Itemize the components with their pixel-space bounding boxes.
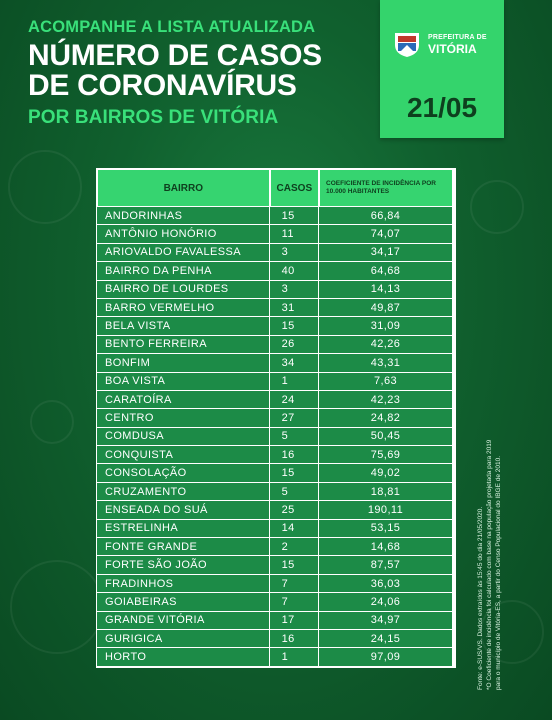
cell-casos: 7: [270, 593, 319, 611]
table-row: [97, 336, 453, 354]
cell-bairro: ARIOVALDO FAVALESSA: [97, 244, 270, 262]
cell-bairro: BOA VISTA: [97, 373, 270, 391]
cell-bairro: GURIGICA: [97, 630, 270, 648]
cell-coef: 14,13: [319, 281, 453, 299]
table-row: [97, 262, 453, 280]
table-row: [97, 409, 453, 427]
cell-bairro: BARRO VERMELHO: [97, 299, 270, 317]
table-row: [97, 538, 453, 556]
cell-coef: 36,03: [319, 575, 453, 593]
table-row: [97, 446, 453, 464]
table-row: [97, 556, 453, 574]
cell-casos: 3: [270, 244, 319, 262]
cell-casos: 25: [270, 501, 319, 519]
page-title: [28, 41, 368, 101]
cell-coef: 66,84: [319, 207, 453, 225]
cell-casos: 40: [270, 262, 319, 280]
cell-bairro: CONSOLAÇÃO: [97, 464, 270, 482]
footnote-line-1: Fonte: e-SUS/VS. Dados extraídos às 15:45 do dia 21/05/2020.: [477, 506, 484, 690]
footnote-line-3: para o município de Vitória-ES, a partir do Censo Populacional do IBGE de 2010.: [495, 455, 502, 690]
cell-casos: 5: [270, 483, 319, 501]
cell-coef: 14,68: [319, 538, 453, 556]
cell-coef: 24,82: [319, 409, 453, 427]
cell-bairro: HORTO: [97, 648, 270, 666]
title-line-1: NÚMERO DE CASOS: [28, 39, 322, 72]
cell-casos: 11: [270, 225, 319, 243]
table-row: [97, 648, 453, 666]
table-row: [97, 428, 453, 446]
cell-casos: 31: [270, 299, 319, 317]
cell-bairro: BONFIM: [97, 354, 270, 372]
table-row: [97, 373, 453, 391]
title-line-2: DE CORONAVÍRUS: [28, 69, 297, 102]
cell-casos: 26: [270, 336, 319, 354]
virus-decoration: [470, 180, 524, 234]
cell-bairro: GRANDE VITÓRIA: [97, 612, 270, 630]
cell-coef: 7,63: [319, 373, 453, 391]
table-row: [97, 630, 453, 648]
cell-coef: 64,68: [319, 262, 453, 280]
table-header-row: [97, 169, 453, 207]
cell-casos: 1: [270, 373, 319, 391]
cell-coef: 49,02: [319, 464, 453, 482]
cell-coef: 34,17: [319, 244, 453, 262]
cell-casos: 15: [270, 207, 319, 225]
cell-coef: 42,23: [319, 391, 453, 409]
cell-coef: 49,87: [319, 299, 453, 317]
cell-casos: 2: [270, 538, 319, 556]
logo-line-1: PREFEITURA DE: [428, 33, 487, 41]
cell-bairro: BELA VISTA: [97, 317, 270, 335]
cell-coef: 97,09: [319, 648, 453, 666]
cell-bairro: CENTRO: [97, 409, 270, 427]
cell-coef: 74,07: [319, 225, 453, 243]
cell-casos: 27: [270, 409, 319, 427]
page-subtitle: POR BAIRROS DE VITÓRIA: [28, 107, 279, 128]
cell-bairro: FRADINHOS: [97, 575, 270, 593]
column-header-casos: CASOS: [270, 169, 319, 207]
cell-bairro: CARATOÍRA: [97, 391, 270, 409]
logo-line-2: VITÓRIA: [428, 41, 477, 56]
table-row: [97, 281, 453, 299]
cell-bairro: CRUZAMENTO: [97, 483, 270, 501]
date-badge: [380, 0, 504, 138]
cell-coef: 31,09: [319, 317, 453, 335]
cell-bairro: BAIRRO DA PENHA: [97, 262, 270, 280]
cell-casos: 24: [270, 391, 319, 409]
cell-casos: 15: [270, 317, 319, 335]
cell-casos: 15: [270, 556, 319, 574]
cell-coef: 75,69: [319, 446, 453, 464]
cell-coef: 43,31: [319, 354, 453, 372]
cell-bairro: ANTÔNIO HONÓRIO: [97, 225, 270, 243]
cell-coef: 42,26: [319, 336, 453, 354]
column-header-bairro: BAIRRO: [97, 169, 270, 207]
cell-casos: 14: [270, 520, 319, 538]
table-row: [97, 501, 453, 519]
footnote-line-2: *O Coeficiente de incidência foi calculado com base na população projetada para 2019: [486, 439, 493, 690]
cell-bairro: ENSEADA DO SUÁ: [97, 501, 270, 519]
cell-casos: 7: [270, 575, 319, 593]
cell-coef: 190,11: [319, 501, 453, 519]
table-row: [97, 207, 453, 225]
report-date: 21/05: [406, 92, 478, 123]
city-crest-icon: [392, 30, 422, 58]
table-row: [97, 520, 453, 538]
cell-bairro: FONTE GRANDE: [97, 538, 270, 556]
cell-casos: 34: [270, 354, 319, 372]
header: [28, 18, 368, 129]
cell-casos: 16: [270, 630, 319, 648]
virus-decoration: [10, 560, 104, 654]
source-footnote: [476, 410, 503, 690]
table-row: [97, 317, 453, 335]
cell-bairro: GOIABEIRAS: [97, 593, 270, 611]
table-row: [97, 244, 453, 262]
column-header-coef: COEFICIENTE DE INCIDÊNCIA POR 10.000 HABITANTES: [319, 169, 453, 207]
table-row: [97, 391, 453, 409]
cases-table: [97, 169, 453, 667]
cell-casos: 1: [270, 648, 319, 666]
cases-table-container: [96, 168, 456, 668]
table-row: [97, 593, 453, 611]
cell-coef: 34,97: [319, 612, 453, 630]
virus-decoration: [30, 400, 74, 444]
cell-coef: 24,06: [319, 593, 453, 611]
table-row: [97, 299, 453, 317]
table-row: [97, 225, 453, 243]
table-row: [97, 575, 453, 593]
cell-bairro: FORTE SÃO JOÃO: [97, 556, 270, 574]
table-row: [97, 483, 453, 501]
cell-casos: 16: [270, 446, 319, 464]
cell-bairro: ANDORINHAS: [97, 207, 270, 225]
cell-casos: 17: [270, 612, 319, 630]
cell-bairro: ESTRELINHA: [97, 520, 270, 538]
cell-casos: 3: [270, 281, 319, 299]
table-row: [97, 464, 453, 482]
cell-casos: 5: [270, 428, 319, 446]
cell-bairro: COMDUSA: [97, 428, 270, 446]
cell-bairro: CONQUISTA: [97, 446, 270, 464]
cell-coef: 87,57: [319, 556, 453, 574]
cell-coef: 53,15: [319, 520, 453, 538]
table-row: [97, 354, 453, 372]
cell-casos: 15: [270, 464, 319, 482]
cell-coef: 50,45: [319, 428, 453, 446]
prefeitura-logo: [392, 30, 487, 58]
cell-bairro: BAIRRO DE LOURDES: [97, 281, 270, 299]
cell-bairro: BENTO FERREIRA: [97, 336, 270, 354]
cell-coef: 24,15: [319, 630, 453, 648]
cell-coef: 18,81: [319, 483, 453, 501]
table-row: [97, 612, 453, 630]
virus-decoration: [8, 150, 82, 224]
kicker-text: ACOMPANHE A LISTA ATUALIZADA: [28, 18, 316, 36]
